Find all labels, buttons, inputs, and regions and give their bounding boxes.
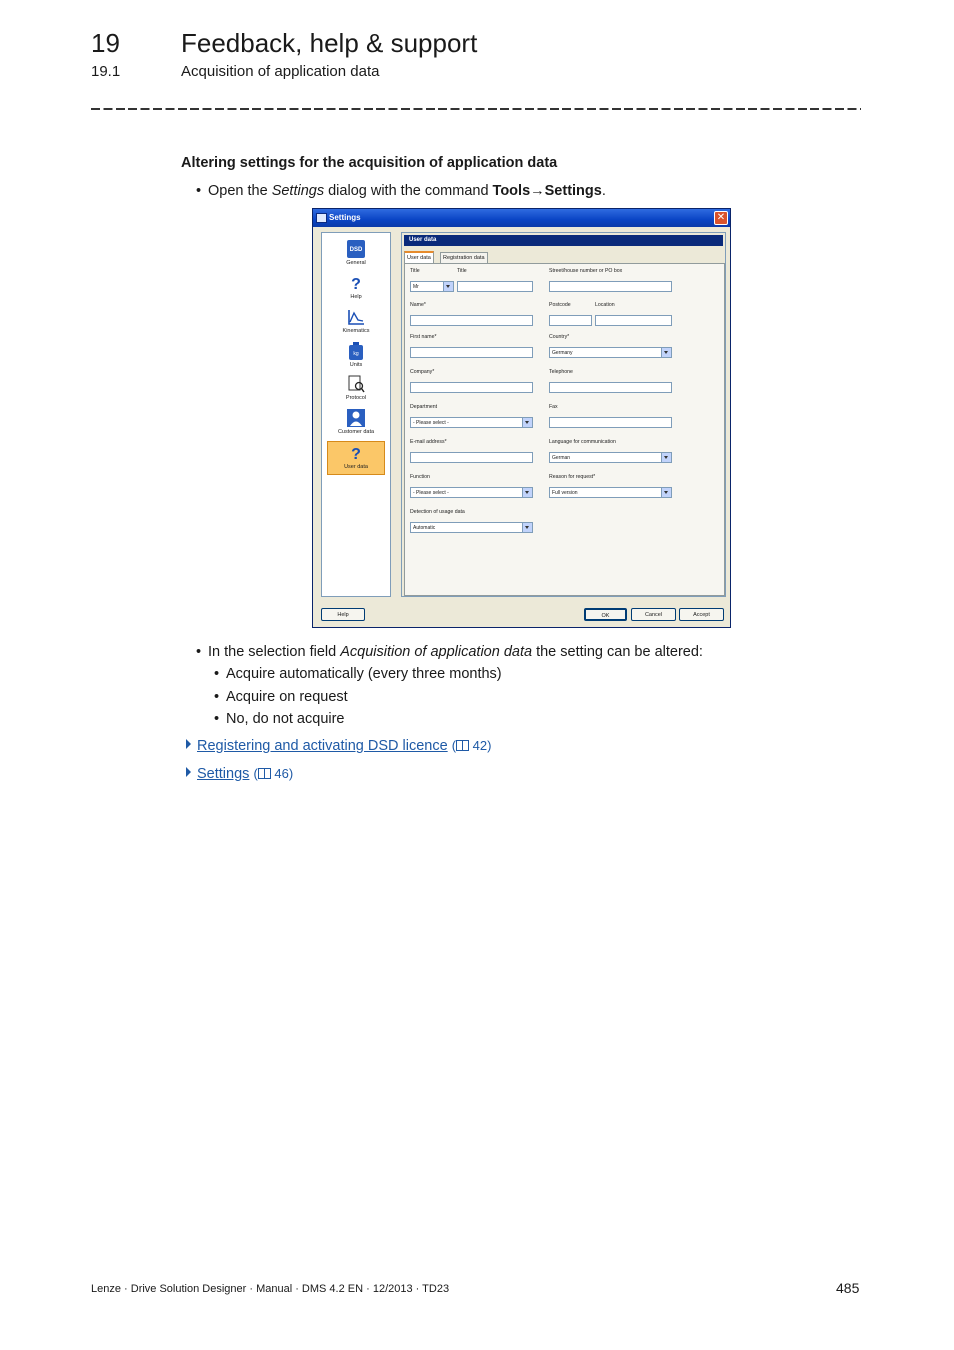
name-field[interactable] — [410, 315, 533, 326]
tab-registration-data[interactable]: Registration data — [440, 252, 488, 263]
fax-field[interactable] — [549, 417, 672, 428]
tab-user-data[interactable]: User data — [404, 251, 434, 264]
email-label: E-mail address* — [410, 439, 447, 445]
bullet-text: Open the — [208, 183, 272, 199]
bullet-selection-field: • In the selection field Acquisition of application data the setting can be altered: — [196, 644, 703, 660]
nav-item-kinematics[interactable] — [322, 308, 390, 334]
dialog-titlebar — [313, 209, 730, 227]
country-label: Country* — [549, 334, 570, 340]
dialog-title: Settings — [329, 213, 361, 222]
book-icon — [456, 740, 469, 751]
page-reference[interactable] — [253, 766, 293, 781]
reason-label: Reason for request* — [549, 474, 596, 480]
page-ref-number: 42) — [469, 738, 492, 753]
sub-bullet: • Acquire automatically (every three months) — [214, 666, 502, 682]
svg-text:?: ? — [351, 446, 361, 462]
svg-text:DSD: DSD — [349, 247, 363, 253]
close-icon[interactable]: ✕ — [714, 211, 728, 225]
page-ref-number: 46) — [270, 766, 294, 781]
kinematics-icon — [347, 308, 365, 326]
title-label: Title — [410, 268, 420, 274]
header-divider — [91, 108, 861, 110]
nav-label: General — [346, 260, 366, 266]
chevron-down-icon — [522, 523, 532, 532]
footer-text: Lenze · Drive Solution Designer · Manual · DMS 4.2 EN · 12/2013 · TD23 — [91, 1283, 450, 1295]
question-icon — [347, 444, 365, 462]
nav-item-general[interactable] — [322, 240, 390, 266]
link-row — [186, 738, 491, 754]
help-button[interactable]: Help — [321, 608, 365, 621]
chapter-title: Feedback, help & support — [181, 28, 478, 58]
dsd-icon — [347, 240, 365, 258]
postcode-field[interactable] — [549, 315, 592, 326]
command-path: Tools→Settings — [492, 183, 602, 199]
location-label: Location — [595, 302, 615, 308]
country-select[interactable] — [549, 347, 672, 358]
name-label: Name* — [410, 302, 426, 308]
sub-bullet-text: Acquire automatically (every three months) — [226, 666, 502, 682]
page-ref-open: ( — [253, 766, 258, 781]
nav-label: Units — [349, 362, 363, 368]
sub-bullet: • No, do not acquire — [214, 711, 345, 727]
settings-dialog — [312, 208, 731, 628]
content-header — [404, 235, 723, 246]
department-value: - Please select - — [413, 420, 449, 426]
sub-bullet-text: No, do not acquire — [226, 711, 345, 727]
nav-item-units[interactable] — [322, 342, 390, 368]
nav-label: Help — [350, 294, 362, 300]
chevron-down-icon — [661, 453, 671, 462]
salutation-select[interactable] — [410, 281, 454, 292]
svg-text:?: ? — [351, 276, 361, 292]
street-field[interactable] — [549, 281, 672, 292]
bullet-italic: Acquisition of application data — [340, 644, 533, 660]
function-label: Function — [410, 474, 430, 480]
link-registering-dsd-licence[interactable]: Registering and activating DSD licence — [197, 738, 448, 754]
language-value: German — [552, 455, 571, 461]
content-header-label: User data — [409, 237, 437, 243]
nav-item-user-data[interactable] — [327, 441, 385, 475]
bullet-text: In the selection field — [208, 644, 341, 660]
nav-label: User data — [344, 464, 368, 470]
page-reference[interactable] — [452, 738, 492, 753]
arrow-right-icon — [186, 739, 191, 749]
street-label: Street/house number or PO box — [549, 268, 623, 274]
svg-text:kg: kg — [353, 351, 359, 357]
company-label: Company* — [410, 369, 435, 375]
usage-data-value: Automatic — [413, 525, 436, 531]
link-settings[interactable]: Settings — [197, 766, 250, 782]
document-search-icon — [347, 375, 365, 393]
section-title: Acquisition of application data — [181, 63, 380, 80]
user-icon — [347, 409, 365, 427]
function-select[interactable] — [410, 487, 533, 498]
company-field[interactable] — [410, 382, 533, 393]
title2-label: Title — [457, 268, 467, 274]
weight-icon — [347, 342, 365, 360]
cancel-button[interactable]: Cancel — [631, 608, 676, 621]
ok-button[interactable]: OK — [584, 608, 627, 621]
bullet-text: dialog with the command — [324, 183, 493, 199]
chevron-down-icon — [522, 488, 532, 497]
chevron-down-icon — [661, 488, 671, 497]
usage-data-label: Detection of usage data — [410, 509, 465, 515]
arrow-right-icon — [186, 767, 191, 777]
reason-value: Full version — [552, 490, 578, 496]
salutation-value: Mr — [413, 284, 419, 290]
first-name-field[interactable] — [410, 347, 533, 358]
chevron-down-icon — [443, 282, 453, 291]
bullet-text: the setting can be altered: — [532, 644, 703, 660]
email-field[interactable] — [410, 452, 533, 463]
chapter-number: 19 — [91, 28, 120, 58]
link-row — [186, 766, 293, 782]
telephone-label: Telephone — [549, 369, 573, 375]
settings-content — [401, 232, 726, 597]
sub-bullet-text: Acquire on request — [226, 689, 348, 705]
chevron-down-icon — [522, 418, 532, 427]
reason-select[interactable] — [549, 487, 672, 498]
department-select[interactable] — [410, 417, 533, 428]
question-icon — [347, 274, 365, 292]
title-field[interactable] — [457, 281, 533, 292]
section-heading: Altering settings for the acquisition of application data — [181, 155, 558, 171]
nav-item-protocol[interactable] — [322, 375, 390, 401]
department-label: Department — [410, 404, 438, 410]
function-value: - Please select - — [413, 490, 449, 496]
user-data-form — [404, 263, 725, 596]
country-value: Germany — [552, 350, 573, 356]
language-label: Language for communication — [549, 439, 616, 445]
first-name-label: First name* — [410, 334, 437, 340]
page-number: 485 — [836, 1280, 860, 1296]
settings-nav — [321, 232, 391, 597]
nav-item-customer-data[interactable] — [322, 409, 390, 435]
chevron-down-icon — [661, 348, 671, 357]
bullet-text: . — [601, 183, 606, 199]
sub-bullet: • Acquire on request — [214, 689, 348, 705]
location-field[interactable] — [595, 315, 672, 326]
language-select[interactable] — [549, 452, 672, 463]
bullet-italic: Settings — [271, 183, 325, 199]
nav-label: Kinematics — [342, 328, 370, 334]
accept-button[interactable]: Accept — [679, 608, 724, 621]
section-number: 19.1 — [91, 63, 121, 80]
fax-label: Fax — [549, 404, 558, 410]
telephone-field[interactable] — [549, 382, 672, 393]
bullet-open-settings: • Open the Settings dialog with the command Tools→Settings. — [196, 183, 606, 199]
book-icon — [258, 768, 271, 779]
nav-label: Protocol — [345, 395, 367, 401]
postcode-label: Postcode — [549, 302, 571, 308]
usage-data-select[interactable] — [410, 522, 533, 533]
nav-label: Customer data — [337, 429, 375, 435]
nav-item-help[interactable] — [322, 274, 390, 300]
page-ref-open: ( — [451, 738, 457, 753]
app-icon — [316, 213, 327, 223]
